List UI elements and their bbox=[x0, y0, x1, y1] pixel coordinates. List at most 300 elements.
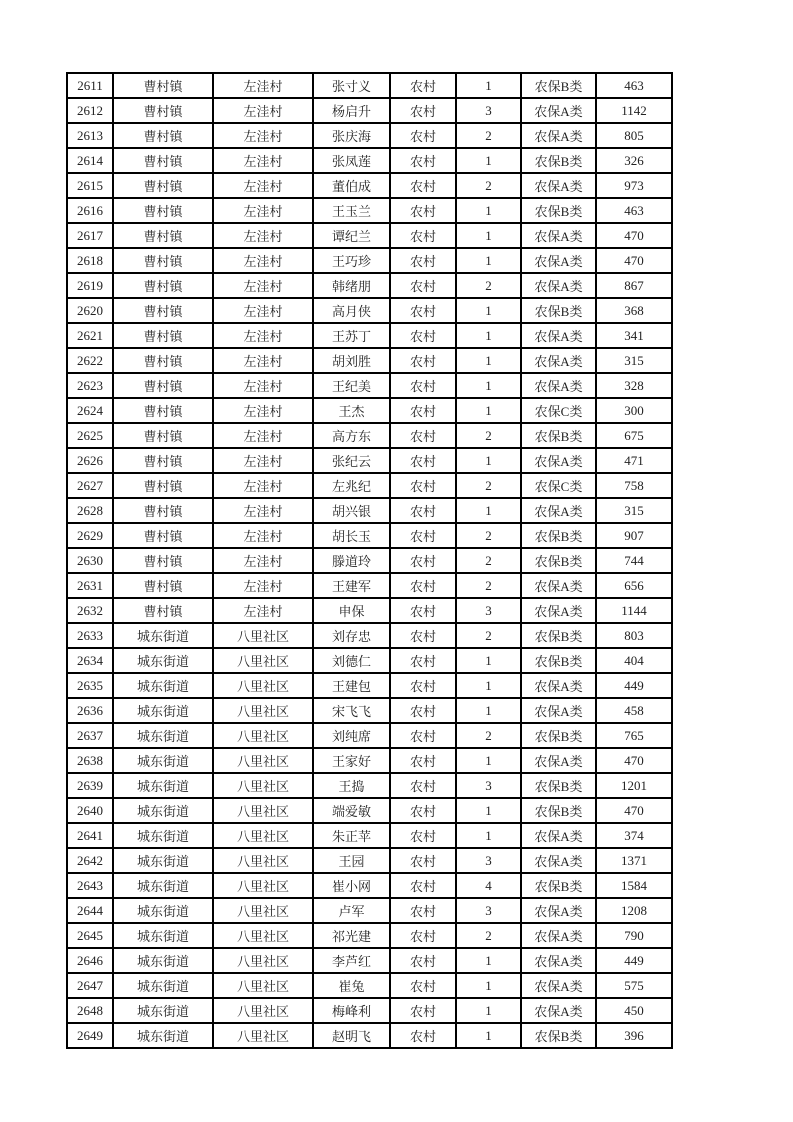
cell-person-count: 2 bbox=[456, 923, 521, 948]
cell-person-name: 张寸义 bbox=[313, 73, 390, 98]
cell-town: 城东街道 bbox=[113, 998, 213, 1023]
cell-village: 左洼村 bbox=[213, 348, 313, 373]
cell-insurance-class: 农保C类 bbox=[521, 398, 596, 423]
cell-town: 城东街道 bbox=[113, 748, 213, 773]
cell-amount: 449 bbox=[596, 948, 672, 973]
cell-residence-type: 农村 bbox=[390, 848, 456, 873]
cell-town: 曹村镇 bbox=[113, 248, 213, 273]
cell-person-name: 胡兴银 bbox=[313, 498, 390, 523]
cell-town: 城东街道 bbox=[113, 923, 213, 948]
cell-town: 曹村镇 bbox=[113, 198, 213, 223]
cell-amount: 867 bbox=[596, 273, 672, 298]
table-row bbox=[67, 248, 672, 273]
cell-person-count: 2 bbox=[456, 423, 521, 448]
table-row bbox=[67, 273, 672, 298]
table-row bbox=[67, 673, 672, 698]
cell-person-count: 1 bbox=[456, 748, 521, 773]
cell-person-name: 赵明飞 bbox=[313, 1023, 390, 1048]
cell-person-count: 2 bbox=[456, 123, 521, 148]
cell-person-name: 张凤莲 bbox=[313, 148, 390, 173]
cell-town: 曹村镇 bbox=[113, 423, 213, 448]
cell-residence-type: 农村 bbox=[390, 498, 456, 523]
table-row bbox=[67, 773, 672, 798]
cell-serial-number: 2615 bbox=[67, 173, 113, 198]
cell-village: 八里社区 bbox=[213, 948, 313, 973]
cell-person-count: 1 bbox=[456, 698, 521, 723]
cell-town: 曹村镇 bbox=[113, 348, 213, 373]
cell-insurance-class: 农保B类 bbox=[521, 548, 596, 573]
cell-residence-type: 农村 bbox=[390, 223, 456, 248]
cell-person-count: 1 bbox=[456, 148, 521, 173]
cell-person-count: 3 bbox=[456, 898, 521, 923]
cell-residence-type: 农村 bbox=[390, 523, 456, 548]
cell-amount: 803 bbox=[596, 623, 672, 648]
cell-village: 八里社区 bbox=[213, 998, 313, 1023]
table-row bbox=[67, 448, 672, 473]
cell-insurance-class: 农保A类 bbox=[521, 948, 596, 973]
cell-serial-number: 2646 bbox=[67, 948, 113, 973]
cell-town: 曹村镇 bbox=[113, 173, 213, 198]
cell-residence-type: 农村 bbox=[390, 598, 456, 623]
cell-village: 八里社区 bbox=[213, 798, 313, 823]
cell-serial-number: 2649 bbox=[67, 1023, 113, 1048]
cell-person-count: 3 bbox=[456, 98, 521, 123]
cell-person-count: 1 bbox=[456, 948, 521, 973]
cell-insurance-class: 农保B类 bbox=[521, 623, 596, 648]
table-row bbox=[67, 198, 672, 223]
cell-amount: 805 bbox=[596, 123, 672, 148]
cell-residence-type: 农村 bbox=[390, 798, 456, 823]
cell-person-name: 胡刘胜 bbox=[313, 348, 390, 373]
table-row bbox=[67, 523, 672, 548]
table-row bbox=[67, 298, 672, 323]
cell-person-name: 王杰 bbox=[313, 398, 390, 423]
cell-town: 曹村镇 bbox=[113, 123, 213, 148]
cell-insurance-class: 农保C类 bbox=[521, 473, 596, 498]
cell-village: 八里社区 bbox=[213, 823, 313, 848]
cell-amount: 1371 bbox=[596, 848, 672, 873]
cell-town: 城东街道 bbox=[113, 973, 213, 998]
cell-person-count: 1 bbox=[456, 298, 521, 323]
cell-town: 城东街道 bbox=[113, 898, 213, 923]
cell-serial-number: 2617 bbox=[67, 223, 113, 248]
cell-town: 曹村镇 bbox=[113, 98, 213, 123]
cell-amount: 790 bbox=[596, 923, 672, 948]
cell-serial-number: 2628 bbox=[67, 498, 113, 523]
cell-village: 左洼村 bbox=[213, 423, 313, 448]
cell-amount: 765 bbox=[596, 723, 672, 748]
cell-person-name: 杨启升 bbox=[313, 98, 390, 123]
cell-person-name: 刘存忠 bbox=[313, 623, 390, 648]
cell-village: 八里社区 bbox=[213, 623, 313, 648]
cell-serial-number: 2644 bbox=[67, 898, 113, 923]
cell-insurance-class: 农保A类 bbox=[521, 248, 596, 273]
cell-serial-number: 2622 bbox=[67, 348, 113, 373]
cell-village: 八里社区 bbox=[213, 873, 313, 898]
cell-amount: 973 bbox=[596, 173, 672, 198]
cell-amount: 450 bbox=[596, 998, 672, 1023]
cell-insurance-class: 农保A类 bbox=[521, 223, 596, 248]
cell-residence-type: 农村 bbox=[390, 648, 456, 673]
cell-village: 八里社区 bbox=[213, 923, 313, 948]
cell-serial-number: 2637 bbox=[67, 723, 113, 748]
cell-insurance-class: 农保B类 bbox=[521, 873, 596, 898]
cell-person-name: 朱正苹 bbox=[313, 823, 390, 848]
cell-amount: 758 bbox=[596, 473, 672, 498]
cell-amount: 458 bbox=[596, 698, 672, 723]
cell-residence-type: 农村 bbox=[390, 723, 456, 748]
cell-insurance-class: 农保B类 bbox=[521, 773, 596, 798]
cell-person-name: 端爱敏 bbox=[313, 798, 390, 823]
table-row bbox=[67, 148, 672, 173]
table-row bbox=[67, 948, 672, 973]
table-row bbox=[67, 323, 672, 348]
cell-person-count: 1 bbox=[456, 498, 521, 523]
cell-serial-number: 2614 bbox=[67, 148, 113, 173]
cell-person-name: 胡长玉 bbox=[313, 523, 390, 548]
table-row bbox=[67, 798, 672, 823]
cell-serial-number: 2629 bbox=[67, 523, 113, 548]
cell-person-name: 申保 bbox=[313, 598, 390, 623]
cell-person-name: 张庆海 bbox=[313, 123, 390, 148]
cell-town: 曹村镇 bbox=[113, 73, 213, 98]
cell-town: 曹村镇 bbox=[113, 473, 213, 498]
cell-serial-number: 2626 bbox=[67, 448, 113, 473]
cell-serial-number: 2630 bbox=[67, 548, 113, 573]
cell-person-name: 崔兔 bbox=[313, 973, 390, 998]
cell-village: 左洼村 bbox=[213, 598, 313, 623]
cell-town: 曹村镇 bbox=[113, 498, 213, 523]
table-row bbox=[67, 648, 672, 673]
cell-person-name: 宋飞飞 bbox=[313, 698, 390, 723]
table-row bbox=[67, 573, 672, 598]
cell-amount: 1144 bbox=[596, 598, 672, 623]
cell-village: 左洼村 bbox=[213, 523, 313, 548]
cell-amount: 470 bbox=[596, 223, 672, 248]
cell-insurance-class: 农保A类 bbox=[521, 598, 596, 623]
cell-person-name: 王建军 bbox=[313, 573, 390, 598]
cell-person-name: 王建包 bbox=[313, 673, 390, 698]
cell-residence-type: 农村 bbox=[390, 198, 456, 223]
cell-residence-type: 农村 bbox=[390, 323, 456, 348]
cell-residence-type: 农村 bbox=[390, 973, 456, 998]
cell-residence-type: 农村 bbox=[390, 398, 456, 423]
cell-person-name: 王苏丁 bbox=[313, 323, 390, 348]
cell-person-count: 2 bbox=[456, 623, 521, 648]
cell-town: 曹村镇 bbox=[113, 273, 213, 298]
cell-insurance-class: 农保A类 bbox=[521, 748, 596, 773]
cell-town: 曹村镇 bbox=[113, 398, 213, 423]
cell-serial-number: 2631 bbox=[67, 573, 113, 598]
cell-town: 曹村镇 bbox=[113, 148, 213, 173]
cell-amount: 470 bbox=[596, 248, 672, 273]
cell-town: 城东街道 bbox=[113, 648, 213, 673]
cell-serial-number: 2642 bbox=[67, 848, 113, 873]
cell-person-name: 梅峰利 bbox=[313, 998, 390, 1023]
cell-insurance-class: 农保A类 bbox=[521, 448, 596, 473]
cell-amount: 907 bbox=[596, 523, 672, 548]
cell-amount: 396 bbox=[596, 1023, 672, 1048]
cell-town: 曹村镇 bbox=[113, 598, 213, 623]
table-row bbox=[67, 348, 672, 373]
cell-town: 曹村镇 bbox=[113, 323, 213, 348]
cell-insurance-class: 农保A类 bbox=[521, 98, 596, 123]
cell-amount: 326 bbox=[596, 148, 672, 173]
cell-person-name: 王园 bbox=[313, 848, 390, 873]
cell-amount: 374 bbox=[596, 823, 672, 848]
cell-insurance-class: 农保A类 bbox=[521, 273, 596, 298]
cell-insurance-class: 农保B类 bbox=[521, 1023, 596, 1048]
cell-person-count: 2 bbox=[456, 573, 521, 598]
cell-village: 左洼村 bbox=[213, 73, 313, 98]
cell-person-name: 韩绪朋 bbox=[313, 273, 390, 298]
cell-person-name: 王巧珍 bbox=[313, 248, 390, 273]
cell-residence-type: 农村 bbox=[390, 948, 456, 973]
table-row bbox=[67, 923, 672, 948]
cell-amount: 315 bbox=[596, 498, 672, 523]
cell-insurance-class: 农保A类 bbox=[521, 373, 596, 398]
cell-serial-number: 2619 bbox=[67, 273, 113, 298]
payment-table bbox=[66, 72, 673, 1049]
cell-residence-type: 农村 bbox=[390, 748, 456, 773]
cell-person-count: 1 bbox=[456, 323, 521, 348]
cell-town: 曹村镇 bbox=[113, 523, 213, 548]
cell-insurance-class: 农保A类 bbox=[521, 348, 596, 373]
cell-residence-type: 农村 bbox=[390, 698, 456, 723]
cell-serial-number: 2635 bbox=[67, 673, 113, 698]
cell-person-count: 4 bbox=[456, 873, 521, 898]
cell-residence-type: 农村 bbox=[390, 73, 456, 98]
cell-person-count: 1 bbox=[456, 673, 521, 698]
cell-serial-number: 2643 bbox=[67, 873, 113, 898]
cell-insurance-class: 农保A类 bbox=[521, 698, 596, 723]
cell-amount: 470 bbox=[596, 798, 672, 823]
cell-residence-type: 农村 bbox=[390, 348, 456, 373]
table-row bbox=[67, 223, 672, 248]
cell-amount: 471 bbox=[596, 448, 672, 473]
cell-person-name: 王玉兰 bbox=[313, 198, 390, 223]
cell-person-name: 刘纯席 bbox=[313, 723, 390, 748]
cell-insurance-class: 农保A类 bbox=[521, 973, 596, 998]
cell-amount: 1142 bbox=[596, 98, 672, 123]
cell-village: 左洼村 bbox=[213, 298, 313, 323]
cell-person-name: 谭纪兰 bbox=[313, 223, 390, 248]
cell-residence-type: 农村 bbox=[390, 573, 456, 598]
cell-insurance-class: 农保A类 bbox=[521, 673, 596, 698]
table-row bbox=[67, 498, 672, 523]
cell-town: 曹村镇 bbox=[113, 298, 213, 323]
table-row bbox=[67, 748, 672, 773]
cell-amount: 300 bbox=[596, 398, 672, 423]
cell-amount: 463 bbox=[596, 198, 672, 223]
cell-serial-number: 2634 bbox=[67, 648, 113, 673]
cell-person-name: 王捣 bbox=[313, 773, 390, 798]
table-row bbox=[67, 398, 672, 423]
cell-residence-type: 农村 bbox=[390, 273, 456, 298]
cell-insurance-class: 农保A类 bbox=[521, 848, 596, 873]
cell-serial-number: 2618 bbox=[67, 248, 113, 273]
cell-person-count: 3 bbox=[456, 848, 521, 873]
table-row bbox=[67, 173, 672, 198]
cell-person-count: 2 bbox=[456, 173, 521, 198]
cell-person-name: 王家好 bbox=[313, 748, 390, 773]
cell-insurance-class: 农保A类 bbox=[521, 998, 596, 1023]
cell-person-name: 祁光建 bbox=[313, 923, 390, 948]
cell-amount: 1201 bbox=[596, 773, 672, 798]
table-row bbox=[67, 873, 672, 898]
cell-amount: 315 bbox=[596, 348, 672, 373]
cell-insurance-class: 农保A类 bbox=[521, 823, 596, 848]
cell-residence-type: 农村 bbox=[390, 1023, 456, 1048]
cell-person-name: 张纪云 bbox=[313, 448, 390, 473]
cell-insurance-class: 农保B类 bbox=[521, 798, 596, 823]
cell-residence-type: 农村 bbox=[390, 473, 456, 498]
cell-town: 城东街道 bbox=[113, 873, 213, 898]
cell-person-name: 高方东 bbox=[313, 423, 390, 448]
cell-serial-number: 2625 bbox=[67, 423, 113, 448]
cell-residence-type: 农村 bbox=[390, 123, 456, 148]
table-row bbox=[67, 698, 672, 723]
cell-village: 八里社区 bbox=[213, 848, 313, 873]
table-row bbox=[67, 423, 672, 448]
cell-person-count: 2 bbox=[456, 473, 521, 498]
cell-town: 城东街道 bbox=[113, 948, 213, 973]
cell-village: 八里社区 bbox=[213, 748, 313, 773]
cell-village: 八里社区 bbox=[213, 773, 313, 798]
cell-town: 曹村镇 bbox=[113, 223, 213, 248]
cell-town: 城东街道 bbox=[113, 698, 213, 723]
cell-serial-number: 2611 bbox=[67, 73, 113, 98]
cell-residence-type: 农村 bbox=[390, 998, 456, 1023]
cell-insurance-class: 农保B类 bbox=[521, 723, 596, 748]
cell-amount: 744 bbox=[596, 548, 672, 573]
cell-village: 八里社区 bbox=[213, 898, 313, 923]
cell-residence-type: 农村 bbox=[390, 898, 456, 923]
cell-village: 左洼村 bbox=[213, 223, 313, 248]
cell-person-count: 2 bbox=[456, 723, 521, 748]
cell-town: 城东街道 bbox=[113, 798, 213, 823]
cell-serial-number: 2627 bbox=[67, 473, 113, 498]
cell-village: 八里社区 bbox=[213, 698, 313, 723]
cell-serial-number: 2613 bbox=[67, 123, 113, 148]
cell-serial-number: 2638 bbox=[67, 748, 113, 773]
cell-amount: 1584 bbox=[596, 873, 672, 898]
cell-person-name: 王纪美 bbox=[313, 373, 390, 398]
cell-residence-type: 农村 bbox=[390, 423, 456, 448]
cell-residence-type: 农村 bbox=[390, 623, 456, 648]
cell-village: 左洼村 bbox=[213, 498, 313, 523]
cell-serial-number: 2620 bbox=[67, 298, 113, 323]
cell-residence-type: 农村 bbox=[390, 873, 456, 898]
cell-town: 城东街道 bbox=[113, 773, 213, 798]
cell-residence-type: 农村 bbox=[390, 448, 456, 473]
cell-person-name: 左兆纪 bbox=[313, 473, 390, 498]
cell-village: 左洼村 bbox=[213, 573, 313, 598]
cell-person-count: 3 bbox=[456, 598, 521, 623]
table-row bbox=[67, 473, 672, 498]
cell-person-count: 1 bbox=[456, 198, 521, 223]
cell-person-count: 2 bbox=[456, 523, 521, 548]
table-row bbox=[67, 973, 672, 998]
cell-insurance-class: 农保B类 bbox=[521, 73, 596, 98]
cell-serial-number: 2621 bbox=[67, 323, 113, 348]
cell-village: 左洼村 bbox=[213, 123, 313, 148]
table-row bbox=[67, 998, 672, 1023]
cell-residence-type: 农村 bbox=[390, 373, 456, 398]
cell-town: 曹村镇 bbox=[113, 548, 213, 573]
cell-insurance-class: 农保B类 bbox=[521, 423, 596, 448]
cell-person-count: 1 bbox=[456, 373, 521, 398]
cell-town: 城东街道 bbox=[113, 848, 213, 873]
table-row bbox=[67, 73, 672, 98]
cell-insurance-class: 农保A类 bbox=[521, 498, 596, 523]
cell-serial-number: 2633 bbox=[67, 623, 113, 648]
table-row bbox=[67, 898, 672, 923]
cell-town: 城东街道 bbox=[113, 723, 213, 748]
cell-amount: 1208 bbox=[596, 898, 672, 923]
cell-person-count: 1 bbox=[456, 798, 521, 823]
table-row bbox=[67, 373, 672, 398]
cell-person-count: 1 bbox=[456, 648, 521, 673]
cell-person-count: 1 bbox=[456, 973, 521, 998]
cell-person-name: 滕道玲 bbox=[313, 548, 390, 573]
cell-residence-type: 农村 bbox=[390, 298, 456, 323]
cell-town: 曹村镇 bbox=[113, 448, 213, 473]
table-row bbox=[67, 823, 672, 848]
cell-serial-number: 2623 bbox=[67, 373, 113, 398]
cell-person-count: 1 bbox=[456, 1023, 521, 1048]
cell-insurance-class: 农保A类 bbox=[521, 898, 596, 923]
cell-village: 左洼村 bbox=[213, 448, 313, 473]
cell-amount: 675 bbox=[596, 423, 672, 448]
table-body bbox=[67, 73, 672, 1048]
cell-residence-type: 农村 bbox=[390, 173, 456, 198]
cell-person-count: 1 bbox=[456, 398, 521, 423]
cell-amount: 470 bbox=[596, 748, 672, 773]
cell-person-name: 崔小网 bbox=[313, 873, 390, 898]
cell-residence-type: 农村 bbox=[390, 823, 456, 848]
cell-village: 八里社区 bbox=[213, 1023, 313, 1048]
cell-insurance-class: 农保B类 bbox=[521, 523, 596, 548]
cell-serial-number: 2645 bbox=[67, 923, 113, 948]
cell-person-count: 1 bbox=[456, 348, 521, 373]
cell-town: 城东街道 bbox=[113, 623, 213, 648]
cell-insurance-class: 农保A类 bbox=[521, 573, 596, 598]
cell-village: 八里社区 bbox=[213, 723, 313, 748]
cell-village: 左洼村 bbox=[213, 98, 313, 123]
cell-town: 曹村镇 bbox=[113, 573, 213, 598]
cell-insurance-class: 农保A类 bbox=[521, 323, 596, 348]
cell-serial-number: 2624 bbox=[67, 398, 113, 423]
cell-person-count: 2 bbox=[456, 548, 521, 573]
table-row bbox=[67, 848, 672, 873]
cell-person-count: 1 bbox=[456, 998, 521, 1023]
table-row bbox=[67, 123, 672, 148]
cell-amount: 368 bbox=[596, 298, 672, 323]
cell-insurance-class: 农保B类 bbox=[521, 148, 596, 173]
cell-amount: 328 bbox=[596, 373, 672, 398]
cell-village: 左洼村 bbox=[213, 198, 313, 223]
cell-village: 左洼村 bbox=[213, 473, 313, 498]
table-row bbox=[67, 98, 672, 123]
cell-amount: 404 bbox=[596, 648, 672, 673]
cell-amount: 463 bbox=[596, 73, 672, 98]
cell-person-name: 高月侠 bbox=[313, 298, 390, 323]
table-row bbox=[67, 548, 672, 573]
cell-amount: 341 bbox=[596, 323, 672, 348]
cell-village: 八里社区 bbox=[213, 673, 313, 698]
cell-serial-number: 2632 bbox=[67, 598, 113, 623]
